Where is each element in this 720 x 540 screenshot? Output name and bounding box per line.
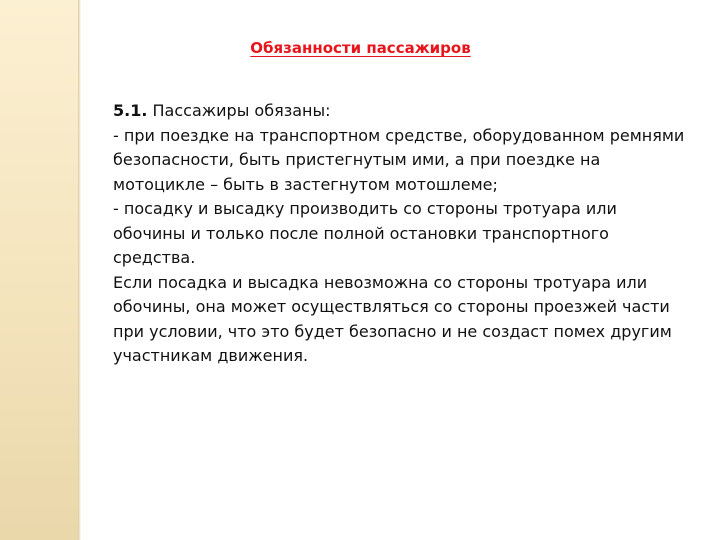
rule-paragraph-seatbelt: - при поездке на транспортном средстве, оборудованном ремнями безопасности, быть пристегнутым ими, а при поездке на мотоцикле – быть в застегнутом мотошлеме; — [113, 125, 685, 194]
rule-number: 5.1. — [113, 101, 148, 120]
slide-title-container — [0, 38, 720, 57]
rule-paragraph-boarding: - посадку и высадку производить со стороны тротуара или обочины и только после полной остановки транспортного средства. — [113, 199, 617, 267]
rule-content — [113, 99, 688, 369]
rule-paragraph-exception: Если посадка и высадка невозможна со стороны тротуара или обочины, она может осуществляться со стороны проезжей части при условии, что это будет безопасно и не создаст помех другим участникам движения. — [113, 272, 672, 365]
slide-title: Обязанности пассажиров — [250, 39, 471, 57]
rule-intro: Пассажиры обязаны: — [147, 101, 331, 120]
side-band-edge — [78, 0, 81, 540]
rule-heading-line — [113, 99, 688, 124]
decorative-side-band — [0, 0, 78, 540]
